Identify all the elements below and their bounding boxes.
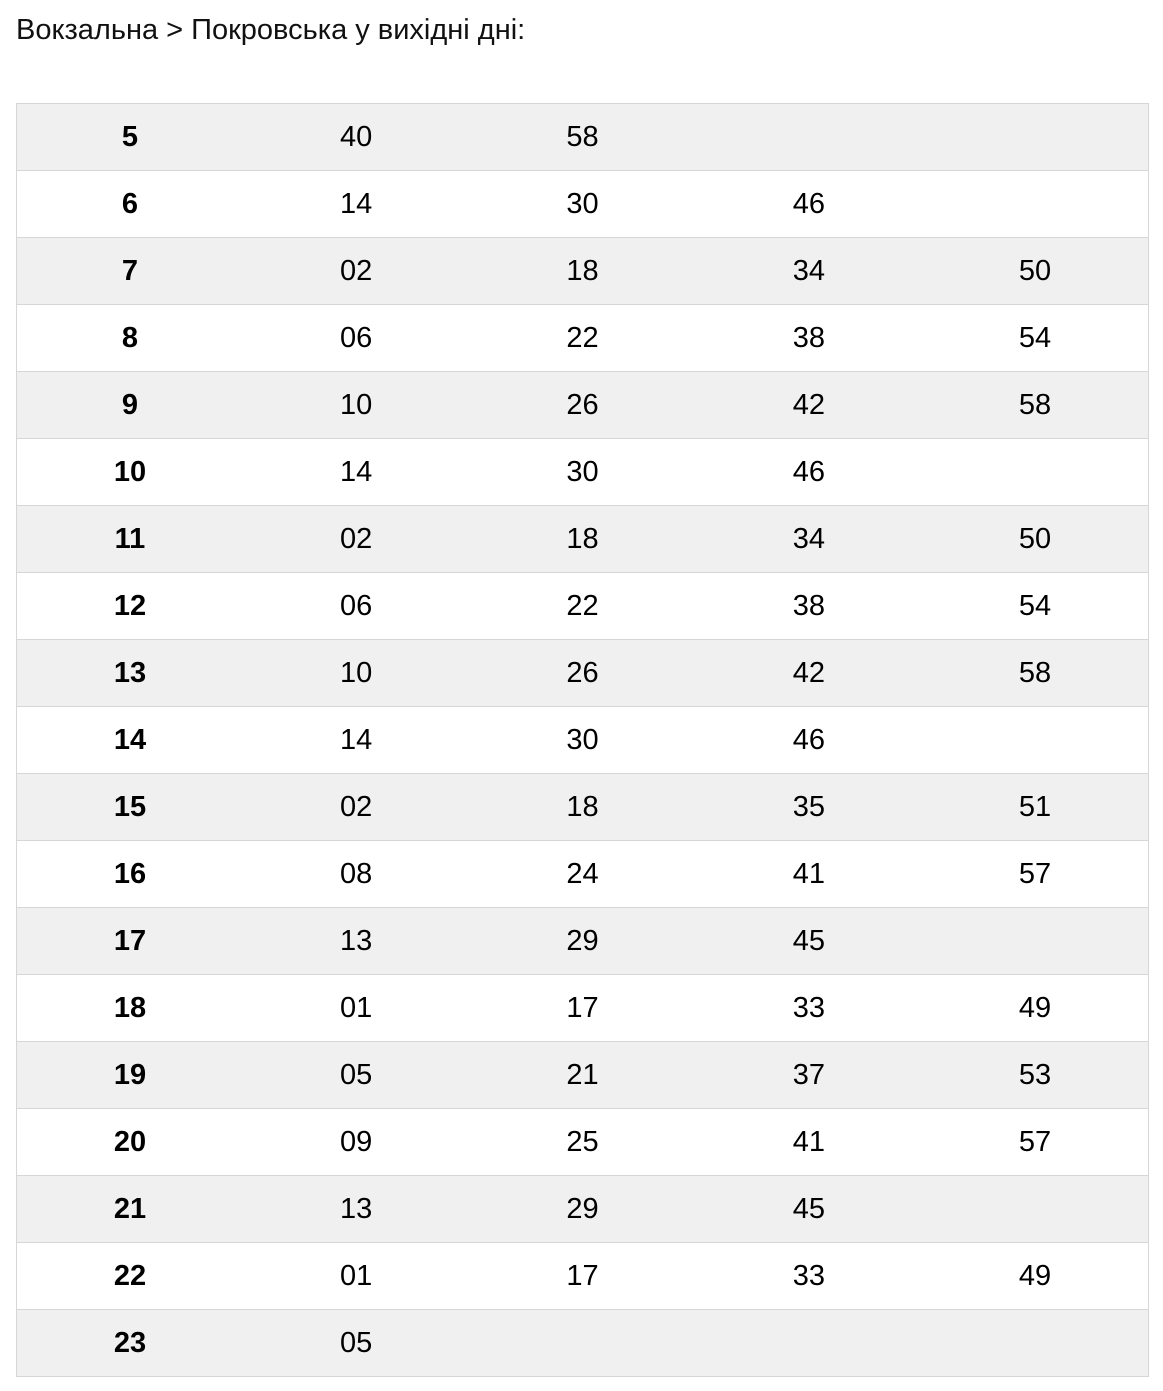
minute-cell xyxy=(922,439,1148,506)
minute-cell: 49 xyxy=(922,1243,1148,1310)
hour-cell: 17 xyxy=(17,908,243,975)
minute-cell: 02 xyxy=(243,774,469,841)
table-row xyxy=(17,640,1149,707)
minute-cell: 50 xyxy=(922,238,1148,305)
minute-cell: 13 xyxy=(243,908,469,975)
minute-cell xyxy=(696,104,922,171)
hour-cell: 14 xyxy=(17,707,243,774)
table-row xyxy=(17,975,1149,1042)
minute-cell: 54 xyxy=(922,573,1148,640)
minute-cell: 26 xyxy=(469,372,695,439)
minute-cell: 06 xyxy=(243,305,469,372)
minute-cell: 06 xyxy=(243,573,469,640)
hour-cell: 10 xyxy=(17,439,243,506)
minute-cell: 30 xyxy=(469,707,695,774)
schedule-title: Вокзальна > Покровська у вихідні дні: xyxy=(16,14,526,46)
hour-cell: 22 xyxy=(17,1243,243,1310)
minute-cell: 46 xyxy=(696,171,922,238)
minute-cell: 08 xyxy=(243,841,469,908)
hour-cell: 8 xyxy=(17,305,243,372)
minute-cell: 46 xyxy=(696,439,922,506)
timetable xyxy=(16,103,1149,1377)
minute-cell: 18 xyxy=(469,506,695,573)
table-row xyxy=(17,1243,1149,1310)
minute-cell: 30 xyxy=(469,171,695,238)
table-row xyxy=(17,104,1149,171)
minute-cell: 35 xyxy=(696,774,922,841)
table-row xyxy=(17,439,1149,506)
hour-cell: 15 xyxy=(17,774,243,841)
minute-cell: 29 xyxy=(469,908,695,975)
minute-cell: 24 xyxy=(469,841,695,908)
minute-cell: 58 xyxy=(922,372,1148,439)
hour-cell: 12 xyxy=(17,573,243,640)
minute-cell: 17 xyxy=(469,975,695,1042)
hour-cell: 7 xyxy=(17,238,243,305)
table-row xyxy=(17,707,1149,774)
minute-cell: 38 xyxy=(696,573,922,640)
minute-cell: 33 xyxy=(696,975,922,1042)
table-row xyxy=(17,841,1149,908)
minute-cell: 14 xyxy=(243,707,469,774)
minute-cell: 57 xyxy=(922,841,1148,908)
table-row xyxy=(17,238,1149,305)
minute-cell xyxy=(922,1310,1148,1377)
table-row xyxy=(17,1310,1149,1377)
minute-cell: 05 xyxy=(243,1042,469,1109)
minute-cell: 53 xyxy=(922,1042,1148,1109)
table-row xyxy=(17,171,1149,238)
minute-cell: 34 xyxy=(696,506,922,573)
table-row xyxy=(17,1109,1149,1176)
minute-cell xyxy=(922,1176,1148,1243)
minute-cell: 30 xyxy=(469,439,695,506)
minute-cell: 45 xyxy=(696,1176,922,1243)
minute-cell: 05 xyxy=(243,1310,469,1377)
hour-cell: 6 xyxy=(17,171,243,238)
hour-cell: 11 xyxy=(17,506,243,573)
minute-cell: 18 xyxy=(469,238,695,305)
hour-cell: 5 xyxy=(17,104,243,171)
table-row xyxy=(17,1176,1149,1243)
hour-cell: 16 xyxy=(17,841,243,908)
minute-cell: 13 xyxy=(243,1176,469,1243)
minute-cell: 02 xyxy=(243,506,469,573)
hour-cell: 23 xyxy=(17,1310,243,1377)
minute-cell: 45 xyxy=(696,908,922,975)
minute-cell: 09 xyxy=(243,1109,469,1176)
hour-cell: 18 xyxy=(17,975,243,1042)
minute-cell: 18 xyxy=(469,774,695,841)
minute-cell: 02 xyxy=(243,238,469,305)
minute-cell: 22 xyxy=(469,573,695,640)
minute-cell: 50 xyxy=(922,506,1148,573)
minute-cell: 14 xyxy=(243,439,469,506)
hour-cell: 9 xyxy=(17,372,243,439)
hour-cell: 19 xyxy=(17,1042,243,1109)
table-row xyxy=(17,305,1149,372)
minute-cell: 21 xyxy=(469,1042,695,1109)
minute-cell: 14 xyxy=(243,171,469,238)
hour-cell: 13 xyxy=(17,640,243,707)
table-row xyxy=(17,372,1149,439)
minute-cell xyxy=(922,171,1148,238)
minute-cell: 34 xyxy=(696,238,922,305)
minute-cell: 37 xyxy=(696,1042,922,1109)
hour-cell: 21 xyxy=(17,1176,243,1243)
minute-cell: 41 xyxy=(696,841,922,908)
minute-cell: 57 xyxy=(922,1109,1148,1176)
minute-cell: 58 xyxy=(469,104,695,171)
minute-cell xyxy=(922,104,1148,171)
minute-cell: 22 xyxy=(469,305,695,372)
table-row xyxy=(17,1042,1149,1109)
minute-cell: 33 xyxy=(696,1243,922,1310)
minute-cell: 10 xyxy=(243,372,469,439)
minute-cell xyxy=(469,1310,695,1377)
table-row xyxy=(17,774,1149,841)
table-row xyxy=(17,908,1149,975)
minute-cell: 10 xyxy=(243,640,469,707)
minute-cell: 40 xyxy=(243,104,469,171)
minute-cell: 25 xyxy=(469,1109,695,1176)
minute-cell: 58 xyxy=(922,640,1148,707)
minute-cell: 54 xyxy=(922,305,1148,372)
minute-cell xyxy=(922,707,1148,774)
minute-cell: 38 xyxy=(696,305,922,372)
minute-cell: 42 xyxy=(696,640,922,707)
minute-cell: 01 xyxy=(243,975,469,1042)
hour-cell: 20 xyxy=(17,1109,243,1176)
table-row xyxy=(17,573,1149,640)
minute-cell: 41 xyxy=(696,1109,922,1176)
minute-cell: 51 xyxy=(922,774,1148,841)
minute-cell: 26 xyxy=(469,640,695,707)
minute-cell: 49 xyxy=(922,975,1148,1042)
timetable-body xyxy=(17,104,1149,1377)
minute-cell: 17 xyxy=(469,1243,695,1310)
minute-cell xyxy=(696,1310,922,1377)
minute-cell: 29 xyxy=(469,1176,695,1243)
minute-cell: 42 xyxy=(696,372,922,439)
minute-cell xyxy=(922,908,1148,975)
minute-cell: 46 xyxy=(696,707,922,774)
table-row xyxy=(17,506,1149,573)
minute-cell: 01 xyxy=(243,1243,469,1310)
